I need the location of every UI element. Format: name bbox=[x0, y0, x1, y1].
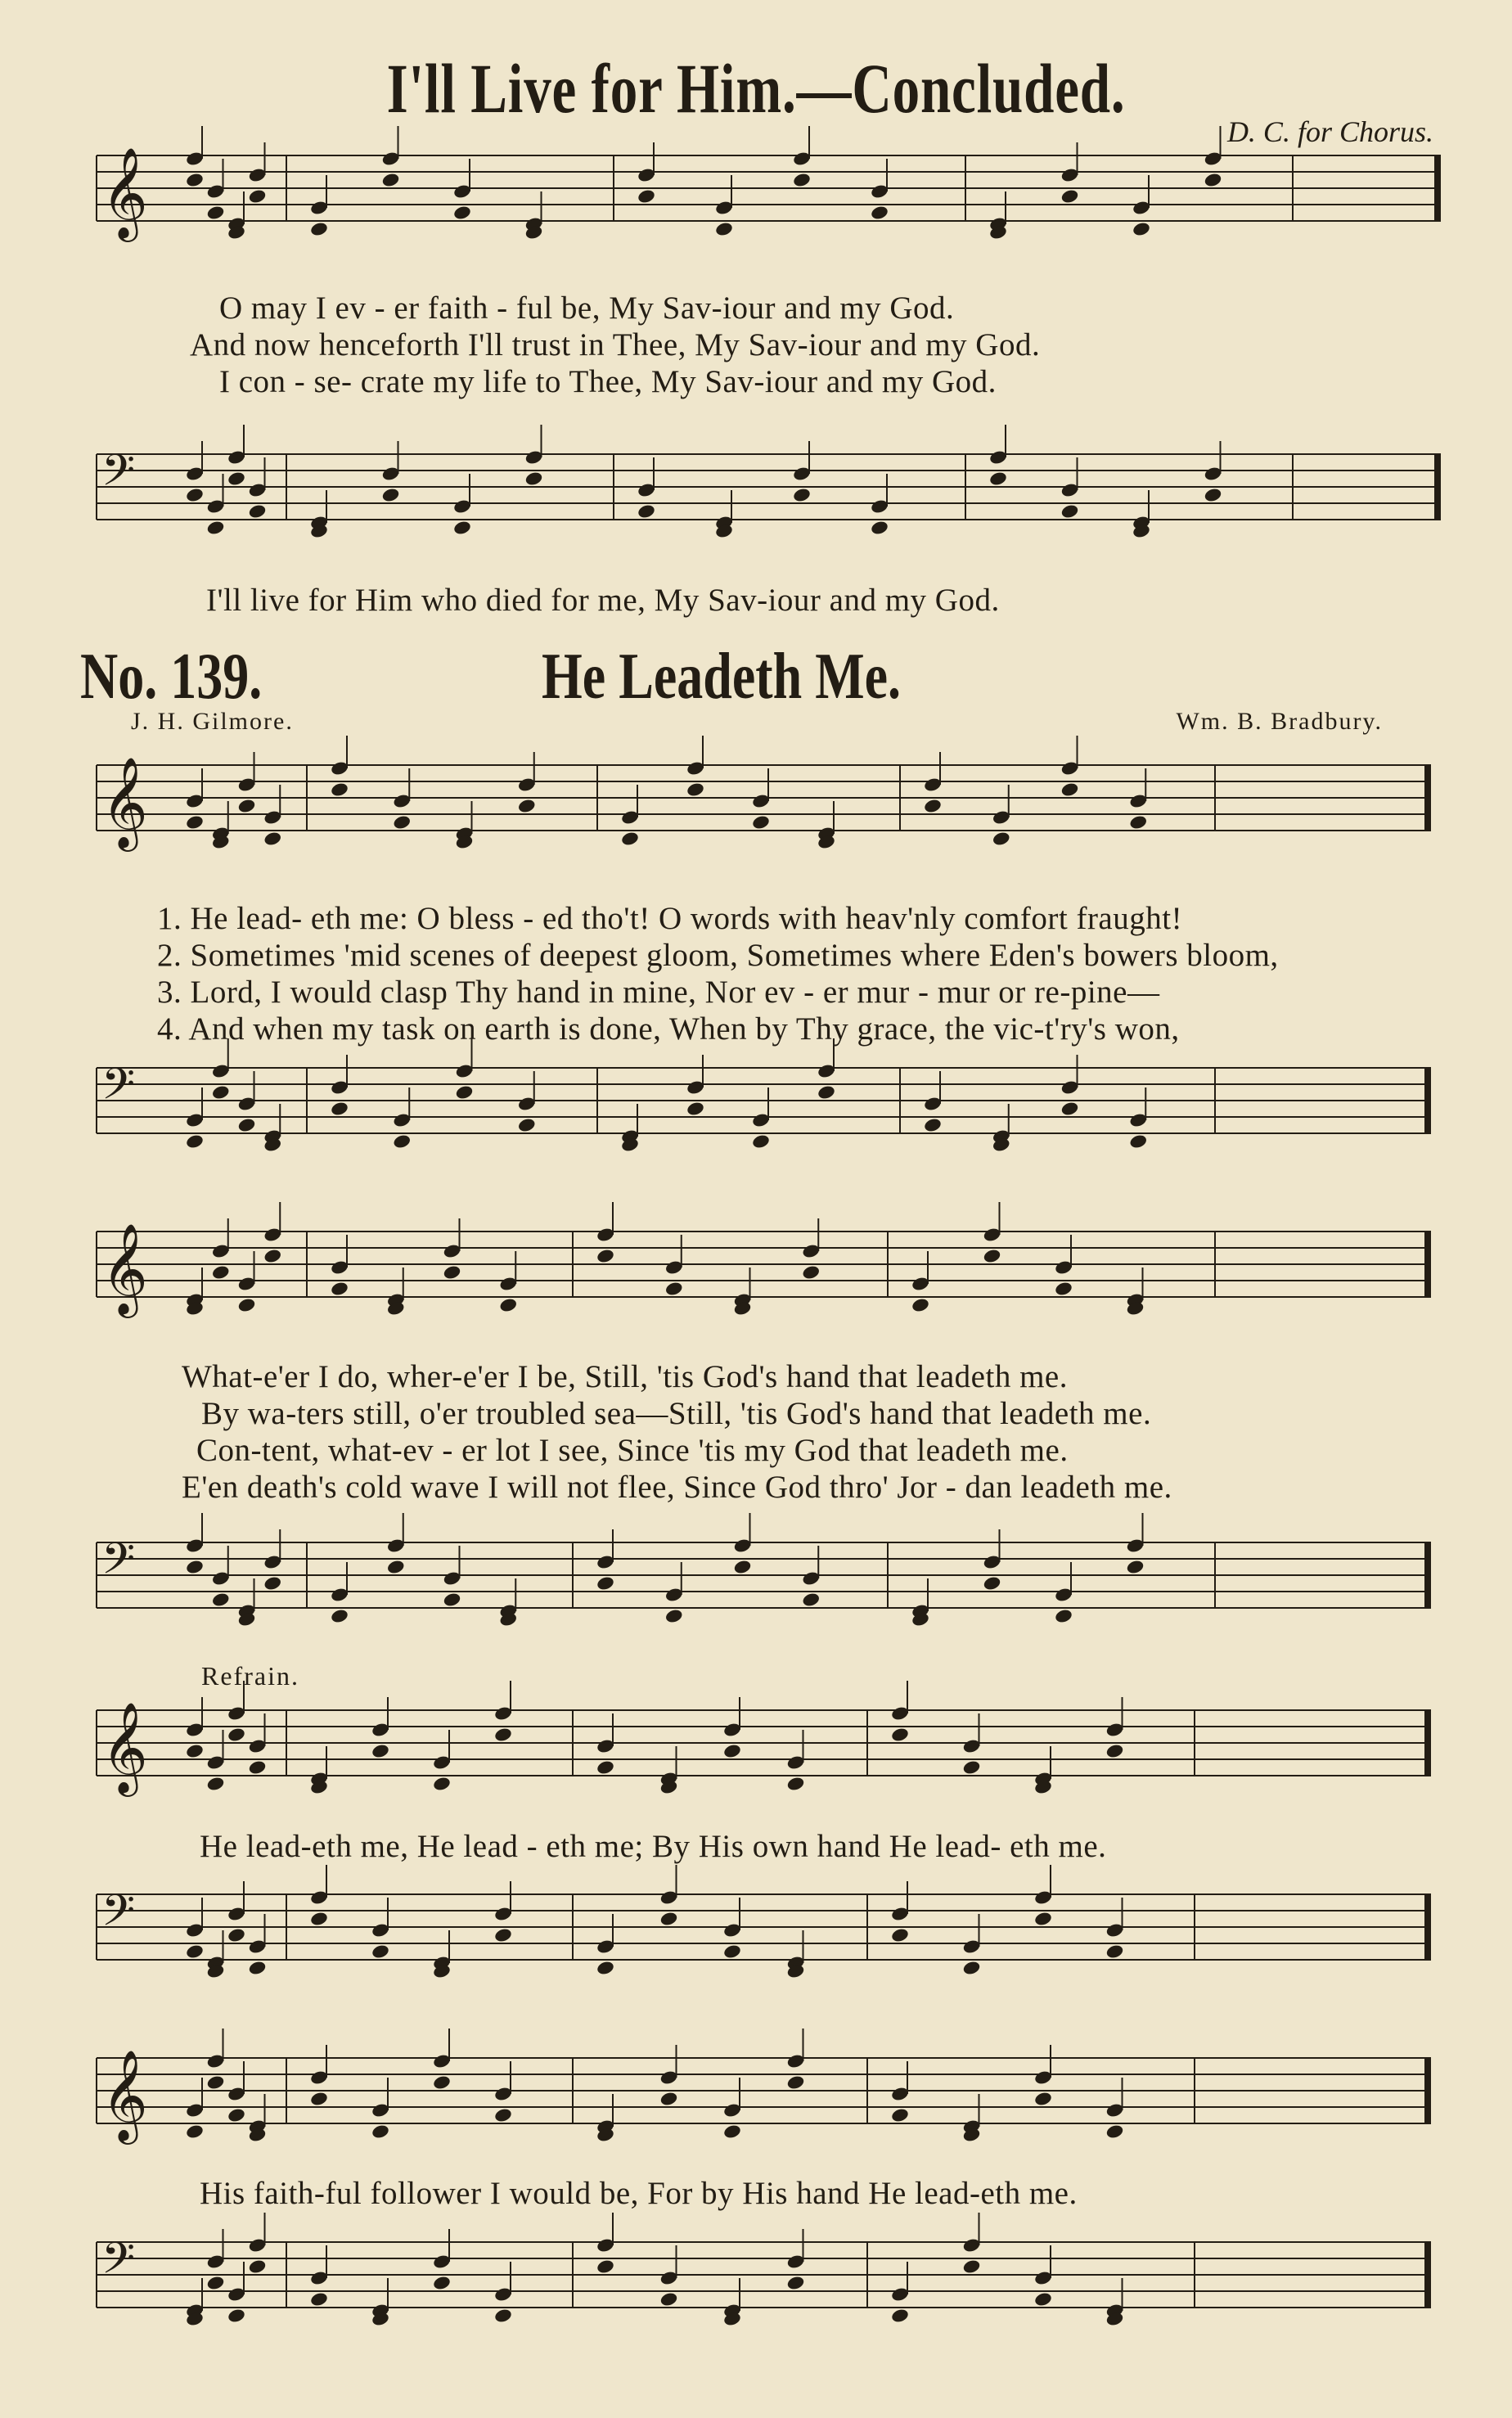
note-head bbox=[237, 1297, 257, 1313]
bass-clef-icon: 𝄢 bbox=[101, 1886, 136, 1947]
note-head bbox=[1060, 188, 1080, 205]
note-head bbox=[786, 1776, 806, 1792]
note-head bbox=[524, 471, 544, 487]
verse-1-line-a: 1. He lead- eth me: O bless - ed tho't! O words with heav'nly comfort fraught! bbox=[157, 901, 1183, 936]
note-head bbox=[185, 1559, 205, 1575]
note-head bbox=[596, 1759, 615, 1776]
treble-clef-icon: 𝄞 bbox=[101, 1223, 148, 1314]
note-head bbox=[890, 1727, 910, 1743]
note-head bbox=[392, 814, 412, 831]
verse-4-line-a: 4. And when my task on earth is done, When by Thy grace, the vic-t'ry's won, bbox=[157, 1011, 1180, 1047]
note-head bbox=[962, 1960, 982, 1976]
note-head bbox=[371, 1943, 390, 1960]
verse-3-line-b: Con-tent, what-ev - er lot I see, Since 'tis my God that leadeth me. bbox=[196, 1433, 1069, 1468]
note-head bbox=[988, 471, 1008, 487]
note-head bbox=[493, 2107, 513, 2123]
treble-clef-icon: 𝄞 bbox=[101, 756, 148, 848]
note-head bbox=[237, 798, 257, 814]
note-head bbox=[211, 1264, 231, 1281]
treble-clef-icon: 𝄞 bbox=[101, 1701, 148, 1793]
note-head bbox=[596, 2258, 615, 2275]
note-head bbox=[248, 1960, 268, 1976]
note-head bbox=[751, 1133, 771, 1150]
note-head bbox=[792, 172, 812, 188]
bass-clef-icon: 𝄢 bbox=[101, 446, 136, 507]
note-head bbox=[248, 188, 268, 205]
note-head bbox=[801, 1592, 821, 1608]
note-head bbox=[786, 2275, 806, 2291]
note-head bbox=[714, 221, 734, 237]
hymn-number: No. 139. bbox=[80, 641, 263, 713]
note-head bbox=[371, 2123, 390, 2140]
note-head bbox=[517, 1117, 537, 1133]
note-head bbox=[1128, 814, 1148, 831]
note-head bbox=[890, 2308, 910, 2324]
final-barline bbox=[1425, 1894, 1430, 1960]
final-barline bbox=[1435, 155, 1440, 221]
note-head bbox=[309, 2291, 329, 2308]
note-head bbox=[330, 1281, 349, 1297]
final-barline bbox=[1425, 1068, 1430, 1133]
note-head bbox=[185, 1943, 205, 1960]
note-head bbox=[1060, 781, 1080, 798]
note-head bbox=[870, 520, 889, 536]
note-head bbox=[309, 2091, 329, 2107]
note-head bbox=[452, 205, 472, 221]
note-head bbox=[443, 1592, 462, 1608]
note-head bbox=[371, 1743, 390, 1759]
final-barline bbox=[1435, 454, 1440, 520]
dc-instruction: D. C. for Chorus. bbox=[1226, 115, 1433, 148]
note-head bbox=[452, 520, 472, 536]
final-barline bbox=[1425, 2058, 1430, 2123]
final-barline bbox=[1425, 1710, 1430, 1776]
concluded-verse-3: I con - se- crate my life to Thee, My Sav-iour and my God. bbox=[219, 364, 997, 399]
refrain-label: Refrain. bbox=[201, 1661, 299, 1691]
note-head bbox=[309, 221, 329, 237]
note-head bbox=[211, 1592, 231, 1608]
bass-clef-icon: 𝄢 bbox=[101, 2234, 136, 2294]
note-head bbox=[751, 814, 771, 831]
note-head bbox=[211, 1084, 231, 1101]
note-head bbox=[1054, 1608, 1073, 1624]
note-head bbox=[498, 1297, 518, 1313]
note-head bbox=[381, 487, 401, 503]
note-head bbox=[686, 781, 705, 798]
note-head bbox=[962, 1759, 982, 1776]
note-head bbox=[923, 1117, 943, 1133]
refrain-line-1: He lead-eth me, He lead - eth me; By His own hand He lead- eth me. bbox=[200, 1829, 1107, 1864]
bass-clef-icon: 𝄢 bbox=[101, 1534, 136, 1595]
note-head bbox=[185, 172, 205, 188]
note-head bbox=[722, 2123, 742, 2140]
note-head bbox=[206, 520, 226, 536]
note-head bbox=[185, 1743, 205, 1759]
note-head bbox=[263, 831, 282, 847]
note-head bbox=[227, 1727, 246, 1743]
concluded-verse-1: O may I ev - er faith - ful be, My Sav-iour and my God. bbox=[219, 290, 955, 326]
note-head bbox=[237, 1117, 257, 1133]
note-head bbox=[733, 1559, 753, 1575]
lyricist-credit: J. H. Gilmore. bbox=[131, 708, 294, 735]
verse-2-line-a: 2. Sometimes 'mid scenes of deepest gloom, Sometimes where Eden's bowers bloom, bbox=[157, 938, 1279, 973]
note-head bbox=[817, 1084, 836, 1101]
bass-clef-icon: 𝄢 bbox=[101, 1060, 136, 1120]
final-barline bbox=[1425, 2242, 1430, 2308]
note-head bbox=[1204, 172, 1223, 188]
note-head bbox=[722, 1943, 742, 1960]
note-head bbox=[227, 2308, 246, 2324]
note-head bbox=[870, 205, 889, 221]
final-barline bbox=[1425, 765, 1430, 831]
concluded-chorus: I'll live for Him who died for me, My Sav-iour and my God. bbox=[206, 583, 1000, 618]
note-head bbox=[890, 1927, 910, 1943]
note-head bbox=[206, 1776, 226, 1792]
verse-4-line-b: E'en death's cold wave I will not flee, Since God thro' Jor - dan leadeth me. bbox=[182, 1470, 1172, 1505]
note-head bbox=[185, 814, 205, 831]
note-head bbox=[432, 2074, 452, 2091]
note-head bbox=[686, 1101, 705, 1117]
note-head bbox=[1105, 2123, 1125, 2140]
note-head bbox=[722, 1743, 742, 1759]
note-head bbox=[923, 798, 943, 814]
note-head bbox=[263, 1575, 282, 1592]
note-head bbox=[1033, 2291, 1053, 2308]
note-head bbox=[620, 831, 640, 847]
note-head bbox=[983, 1248, 1002, 1264]
note-head bbox=[664, 1281, 684, 1297]
note-head bbox=[392, 1133, 412, 1150]
note-head bbox=[206, 2074, 226, 2091]
note-head bbox=[659, 1911, 679, 1927]
note-head bbox=[659, 2291, 679, 2308]
note-head bbox=[659, 2091, 679, 2107]
note-head bbox=[1033, 1911, 1053, 1927]
note-head bbox=[1060, 1101, 1080, 1117]
note-head bbox=[185, 487, 205, 503]
note-head bbox=[1105, 1743, 1125, 1759]
note-head bbox=[1105, 1943, 1125, 1960]
note-head bbox=[381, 172, 401, 188]
note-head bbox=[1128, 1133, 1148, 1150]
note-head bbox=[206, 205, 226, 221]
page-title: I'll Live for Him.—Concluded. bbox=[386, 49, 1126, 128]
note-head bbox=[263, 1248, 282, 1264]
concluded-verse-2: And now henceforth I'll trust in Thee, My Sav-iour and my God. bbox=[190, 327, 1041, 362]
note-head bbox=[596, 1575, 615, 1592]
composer-credit: Wm. B. Bradbury. bbox=[1176, 708, 1383, 735]
note-head bbox=[330, 1101, 349, 1117]
note-head bbox=[185, 1133, 205, 1150]
note-head bbox=[227, 471, 246, 487]
note-head bbox=[330, 1608, 349, 1624]
note-head bbox=[493, 1927, 513, 1943]
note-head bbox=[330, 781, 349, 798]
note-head bbox=[432, 1776, 452, 1792]
note-head bbox=[206, 2275, 226, 2291]
note-head bbox=[596, 1960, 615, 1976]
note-head bbox=[227, 2107, 246, 2123]
note-head bbox=[248, 503, 268, 520]
note-head bbox=[962, 2258, 982, 2275]
treble-clef-icon: 𝄞 bbox=[101, 2049, 148, 2141]
verse-1-line-b: What-e'er I do, wher-e'er I be, Still, 'tis God's hand that leadeth me. bbox=[182, 1359, 1068, 1394]
note-head bbox=[637, 188, 656, 205]
note-head bbox=[227, 1927, 246, 1943]
note-head bbox=[1132, 221, 1151, 237]
verse-3-line-a: 3. Lord, I would clasp Thy hand in mine, Nor ev - er mur - mur or re-pine— bbox=[157, 975, 1160, 1010]
note-head bbox=[786, 2074, 806, 2091]
note-head bbox=[517, 798, 537, 814]
note-head bbox=[596, 1248, 615, 1264]
note-head bbox=[1204, 487, 1223, 503]
hymn-title: He Leadeth Me. bbox=[542, 641, 901, 713]
note-head bbox=[801, 1264, 821, 1281]
note-head bbox=[1060, 503, 1080, 520]
note-head bbox=[248, 2258, 268, 2275]
note-head bbox=[992, 831, 1011, 847]
note-head bbox=[1054, 1281, 1073, 1297]
note-head bbox=[792, 487, 812, 503]
note-head bbox=[185, 2123, 205, 2140]
treble-clef-icon: 𝄞 bbox=[101, 146, 148, 238]
note-head bbox=[493, 1727, 513, 1743]
note-head bbox=[911, 1297, 930, 1313]
final-barline bbox=[1425, 1232, 1430, 1297]
note-head bbox=[432, 2275, 452, 2291]
note-head bbox=[309, 1911, 329, 1927]
note-head bbox=[493, 2308, 513, 2324]
note-head bbox=[248, 1759, 268, 1776]
note-head bbox=[443, 1264, 462, 1281]
note-head bbox=[664, 1608, 684, 1624]
note-head bbox=[1033, 2091, 1053, 2107]
verse-2-line-b: By wa-ters still, o'er troubled sea—Still, 'tis God's hand that leadeth me. bbox=[201, 1396, 1152, 1431]
note-head bbox=[983, 1575, 1002, 1592]
note-head bbox=[637, 503, 656, 520]
note-head bbox=[1126, 1559, 1145, 1575]
note-head bbox=[890, 2107, 910, 2123]
refrain-line-2: His faith-ful follower I would be, For by His hand He lead-eth me. bbox=[200, 2176, 1078, 2211]
note-head bbox=[455, 1084, 475, 1101]
note-head bbox=[386, 1559, 406, 1575]
final-barline bbox=[1425, 1542, 1430, 1608]
